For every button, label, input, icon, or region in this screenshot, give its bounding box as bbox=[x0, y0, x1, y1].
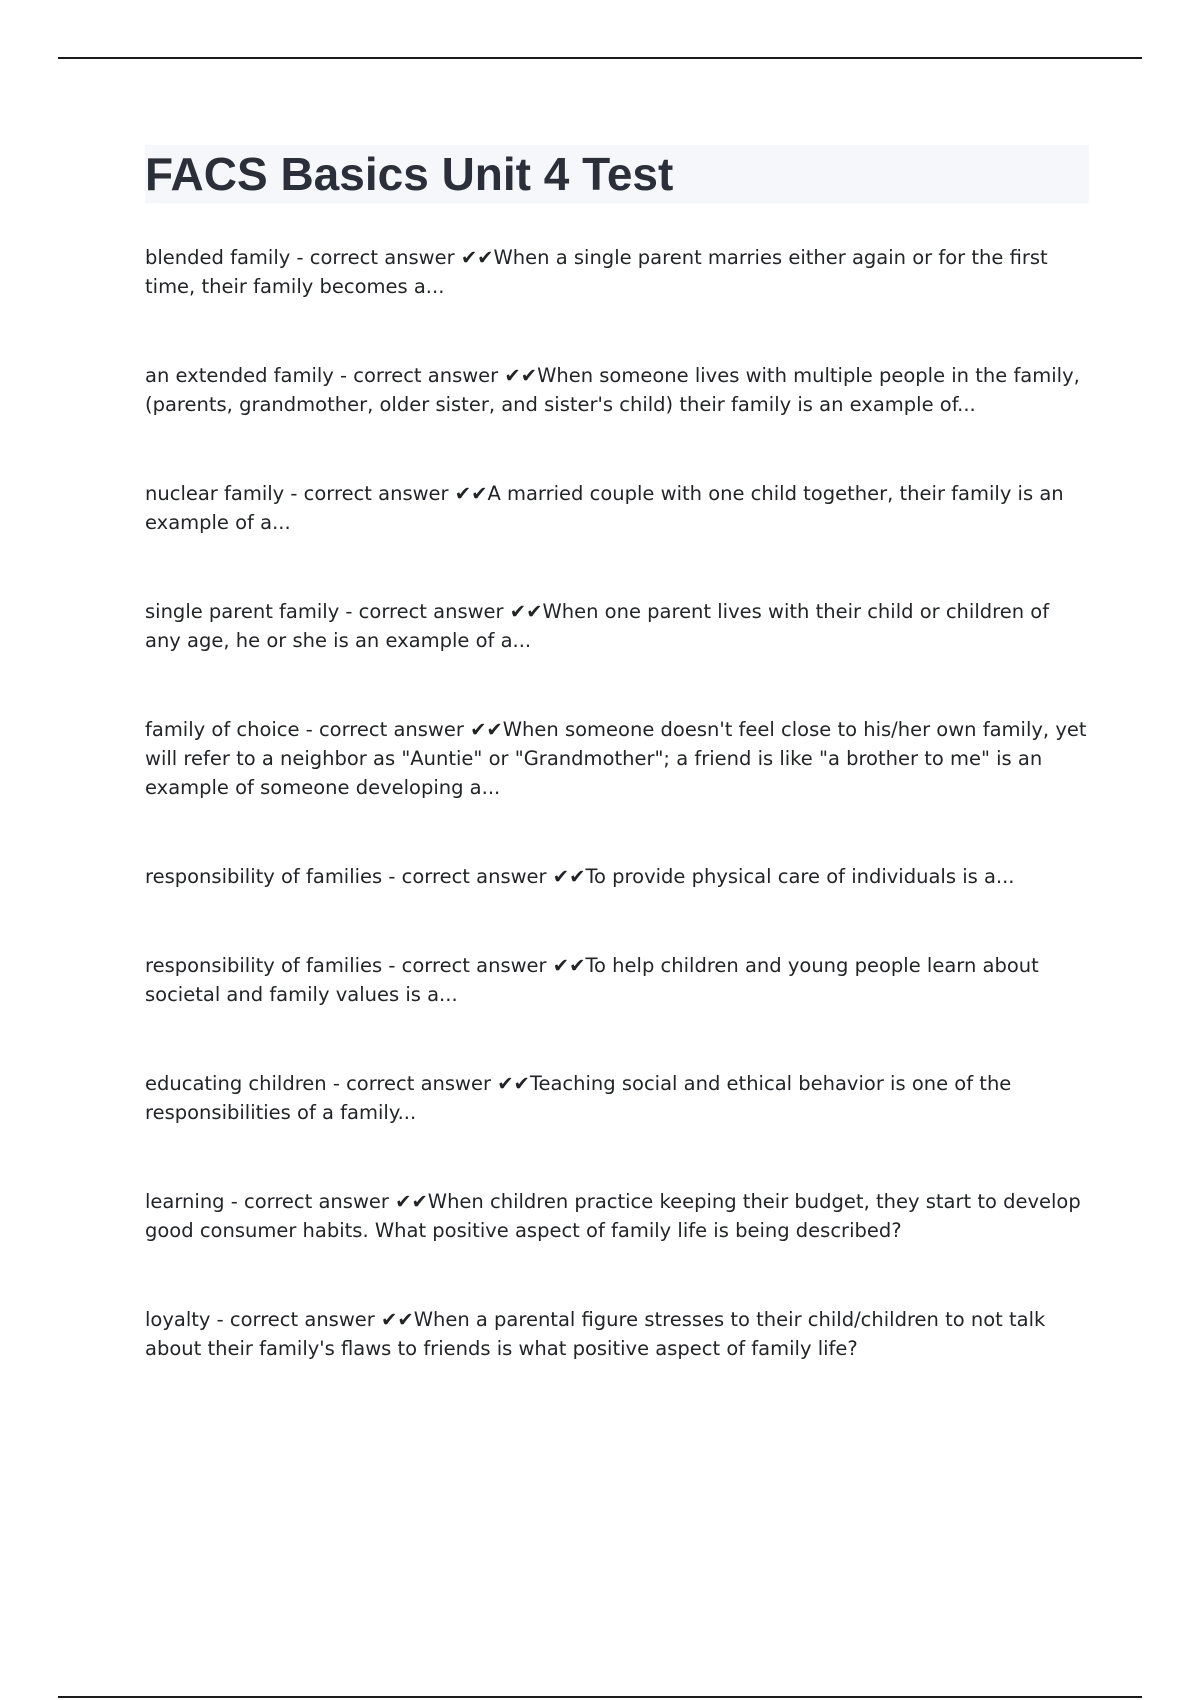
qa-item bbox=[145, 479, 1089, 537]
qa-separator: - correct answer bbox=[333, 364, 505, 387]
qa-item bbox=[145, 715, 1089, 802]
qa-term: responsibility of families bbox=[145, 954, 383, 977]
qa-term: educating children bbox=[145, 1072, 327, 1095]
check-mark-icon: ✔✔ bbox=[395, 1190, 428, 1213]
top-rule bbox=[58, 57, 1142, 59]
qa-separator: - correct answer bbox=[210, 1308, 381, 1331]
qa-definition: A married couple with one child together, their family is an example of a... bbox=[145, 482, 1064, 534]
qa-definition: When someone doesn't feel close to his/her own family, yet will refer to a neighbor as "Auntie" or "Grandmother"; a friend is like "a brother to me" is an example of someone developing a... bbox=[145, 718, 1087, 799]
check-mark-icon: ✔✔ bbox=[454, 482, 488, 505]
qa-separator: - correct answer bbox=[382, 954, 553, 977]
qa-term: nuclear family bbox=[145, 482, 285, 505]
check-mark-icon: ✔✔ bbox=[504, 364, 538, 387]
check-mark-icon: ✔✔ bbox=[552, 865, 586, 888]
qa-definition: When a single parent marries either again or for the first time, their family becomes a... bbox=[145, 246, 1048, 298]
qa-term: family of choice bbox=[145, 718, 300, 741]
check-mark-icon: ✔✔ bbox=[460, 246, 494, 269]
qa-definition: When one parent lives with their child or children of any age, he or she is an example of a... bbox=[145, 600, 1050, 652]
check-mark-icon: ✔✔ bbox=[552, 954, 586, 977]
qa-term: learning bbox=[145, 1190, 225, 1213]
qa-separator: - correct answer bbox=[284, 482, 455, 505]
qa-separator: - correct answer bbox=[326, 1072, 498, 1095]
check-mark-icon: ✔✔ bbox=[497, 1072, 530, 1095]
qa-term: an extended family bbox=[145, 364, 334, 387]
qa-separator: - correct answer bbox=[290, 246, 461, 269]
qa-item bbox=[145, 951, 1089, 1009]
qa-definition: To provide physical care of individuals is a... bbox=[585, 865, 1015, 888]
qa-term: single parent family bbox=[145, 600, 340, 623]
qa-term: responsibility of families bbox=[145, 865, 383, 888]
check-mark-icon: ✔✔ bbox=[470, 718, 503, 741]
qa-definition: When someone lives with multiple people in the family, (parents, grandmother, older sister, and sister's child) their family is an example of... bbox=[145, 364, 1080, 416]
qa-definition: Teaching social and ethical behavior is one of the responsibilities of a family... bbox=[145, 1072, 1012, 1124]
title-block bbox=[145, 145, 1089, 203]
qa-definition: To help children and young people learn about societal and family values is a... bbox=[145, 954, 1039, 1006]
check-mark-icon: ✔✔ bbox=[381, 1308, 414, 1331]
qa-item bbox=[145, 243, 1089, 301]
qa-definition: When a parental figure stresses to their child/children to not talk about their family's flaws to friends is what positive aspect of family life? bbox=[145, 1308, 1046, 1360]
qa-term: loyalty bbox=[145, 1308, 211, 1331]
qa-definition: When children practice keeping their budget, they start to develop good consumer habits. What positive aspect of family life is being described? bbox=[145, 1190, 1081, 1242]
qa-separator: - correct answer bbox=[224, 1190, 396, 1213]
bottom-rule bbox=[58, 1696, 1142, 1698]
qa-separator: - correct answer bbox=[382, 865, 553, 888]
qa-separator: - correct answer bbox=[339, 600, 510, 623]
page-title: FACS Basics Unit 4 Test bbox=[145, 148, 674, 200]
qa-item bbox=[145, 1069, 1089, 1127]
qa-item bbox=[145, 597, 1089, 655]
qa-item bbox=[145, 862, 1089, 891]
qa-term: blended family bbox=[145, 246, 291, 269]
qa-item bbox=[145, 361, 1089, 419]
qa-separator: - correct answer bbox=[299, 718, 471, 741]
qa-list bbox=[145, 243, 1089, 1423]
check-mark-icon: ✔✔ bbox=[509, 600, 543, 623]
qa-item bbox=[145, 1187, 1089, 1245]
qa-item bbox=[145, 1305, 1089, 1363]
